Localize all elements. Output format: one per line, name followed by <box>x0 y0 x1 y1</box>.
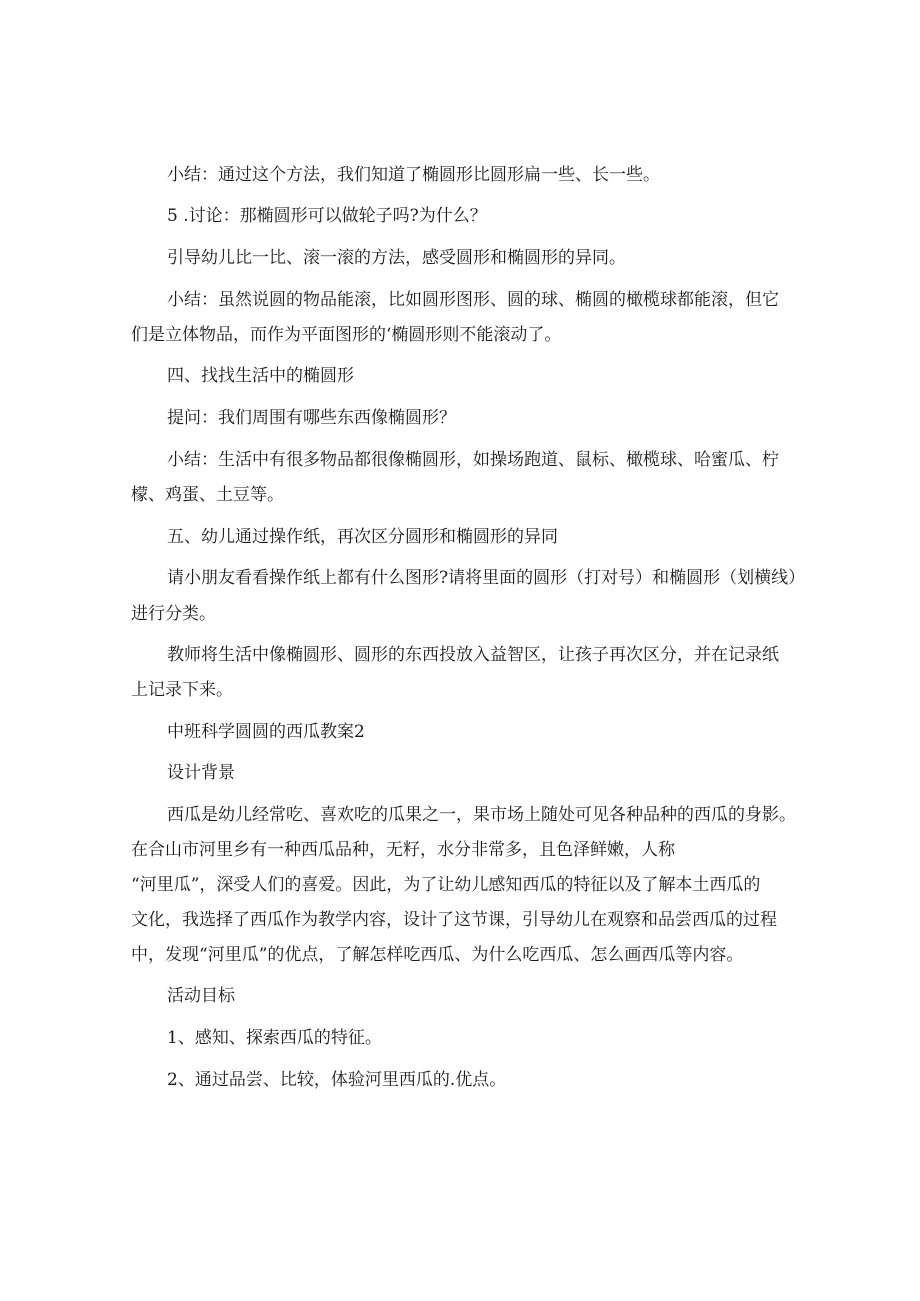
worksheet-line-2: 进行分类。 <box>131 604 216 624</box>
background-line-2: 在合山市河里乡有一种西瓜品种，无籽，水分非常多，且色泽鲜嫩，人称 <box>131 840 675 860</box>
summary-rolling-line-2: 们是立体物品，而作为平面图形的‘椭圆形则不能滚动了。 <box>131 325 562 345</box>
question-paragraph: 提问：我们周围有哪些东西像椭圆形？ <box>167 408 456 428</box>
guide-compare-paragraph: 引导幼儿比一比、滚一滚的方法，感受圆形和椭圆形的异同。 <box>167 248 626 268</box>
lesson-title: 中班科学圆圆的西瓜教案2 <box>167 722 365 742</box>
summary-life-line-2: 檬、鸡蛋、土豆等。 <box>131 485 284 505</box>
background-line-4: 文化，我选择了西瓜作为教学内容，设计了这节课，引导幼儿在观察和品尝西瓜的过程 <box>131 910 777 930</box>
goal-item-2: 2、通过品尝、比较，体验河里西瓜的.优点。 <box>167 1070 507 1090</box>
discussion-heading: 5 .讨论：那椭圆形可以做轮子吗?为什么？ <box>167 206 487 226</box>
worksheet-line-1: 请小朋友看看操作纸上都有什么图形?请将里面的圆形（打对号）和椭圆形（划横线） <box>167 568 806 588</box>
summary-rolling-line-1: 小结：虽然说圆的物品能滚，比如圆形图形、圆的球、椭圆的橄榄球都能滚，但它 <box>167 290 779 310</box>
background-line-3: “河里瓜”，深受人们的喜爱。因此，为了让幼儿感知西瓜的特征以及了解本土西瓜的 <box>131 875 761 895</box>
summary-ellipse-flatter: 小结：通过这个方法，我们知道了椭圆形比圆形扁一些、长一些。 <box>167 165 660 185</box>
teacher-line-2: 上记录下来。 <box>131 680 233 700</box>
goal-item-1: 1、感知、探索西瓜的特征。 <box>167 1028 382 1048</box>
section-five-heading: 五、幼儿通过操作纸，再次区分圆形和椭圆形的异同 <box>167 527 558 547</box>
summary-life-line-1: 小结：生活中有很多物品都很像椭圆形，如操场跑道、鼠标、橄榄球、哈蜜瓜、柠 <box>167 450 779 470</box>
section-four-heading: 四、找找生活中的椭圆形 <box>167 366 354 386</box>
teacher-line-1: 教师将生活中像椭圆形、圆形的东西投放入益智区，让孩子再次区分，并在记录纸 <box>167 645 779 665</box>
background-line-5: 中，发现“河里瓜”的优点，了解怎样吃西瓜、为什么吃西瓜、怎么画西瓜等内容。 <box>131 945 744 965</box>
design-background-heading: 设计背景 <box>167 763 235 783</box>
activity-goals-heading: 活动目标 <box>167 986 235 1006</box>
background-line-1: 西瓜是幼儿经常吃、喜欢吃的瓜果之一，果市场上随处可见各种品种的西瓜的身影。 <box>167 805 796 825</box>
